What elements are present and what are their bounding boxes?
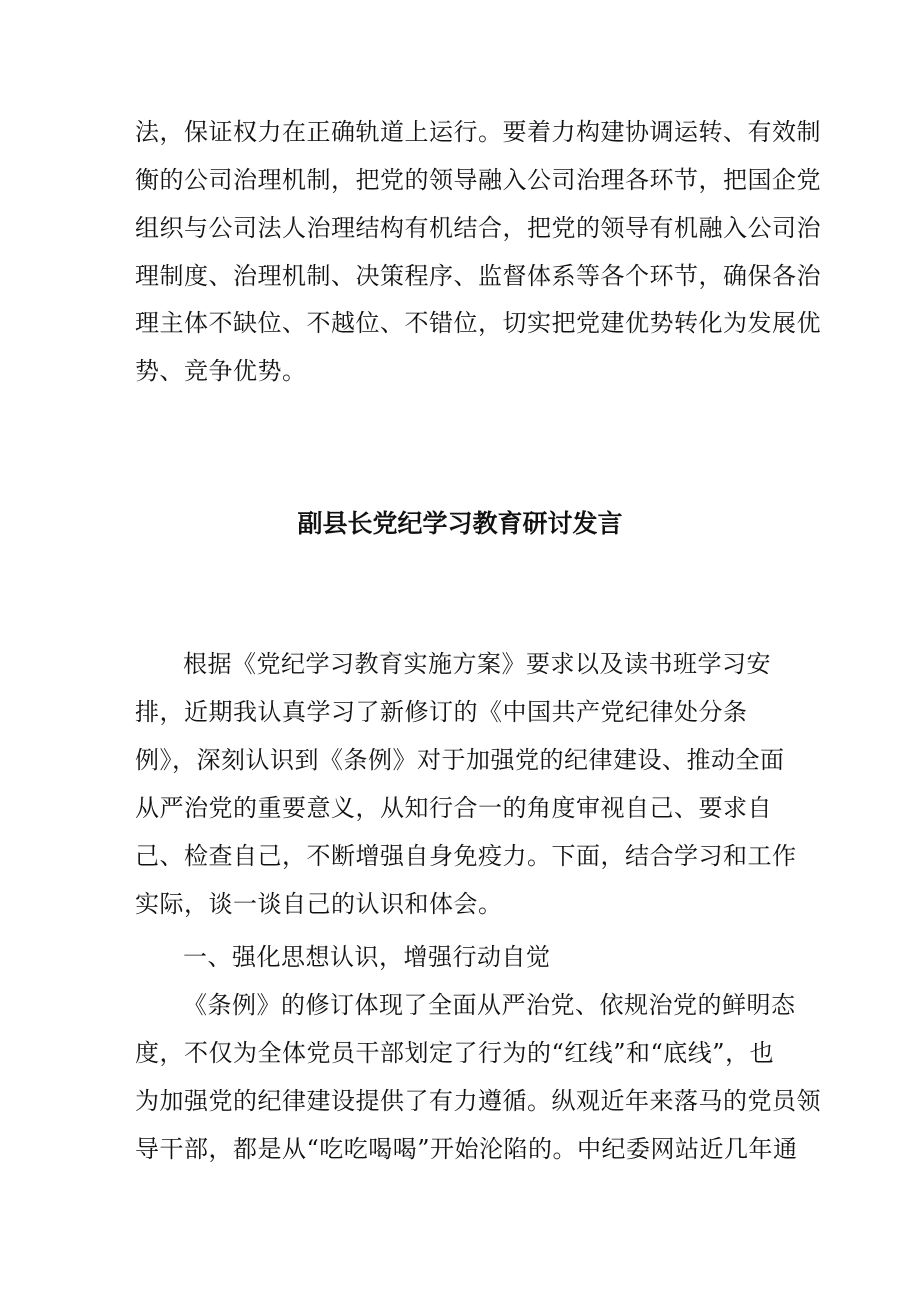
paragraph-line: 实际，谈一谈自己的认识和体会。 (135, 890, 503, 918)
paragraph-line: 理主体不缺位、不越位、不错位，切实把党建优势转化为发展优 (135, 309, 821, 337)
paragraph-line: 从严治党的重要意义，从知行合一的角度审视自己、要求自 (135, 794, 772, 822)
paragraph-line: 衡的公司治理机制，把党的领导融入公司治理各环节，把国企党 (135, 166, 821, 194)
article-title: 副县长党纪学习教育研讨发言 (297, 509, 623, 538)
paragraph-line: 势、竞争优势。 (135, 357, 307, 385)
paragraph-line: 为加强党的纪律建设提供了有力遵循。纵观近年来落马的党员领 (135, 1087, 821, 1115)
paragraph-line: 根据《党纪学习教育实施方案》要求以及读书班学习安 (183, 650, 771, 678)
paragraph-line: 《条例》的修订体现了全面从严治党、依规治党的鲜明态 (183, 991, 796, 1019)
section-heading: 一、强化思想认识，增强行动自觉 (183, 943, 551, 971)
paragraph-line: 法，保证权力在正确轨道上运行。要着力构建协调运转、有效制 (135, 118, 821, 146)
paragraph-line: 导干部，都是从“吃吃喝喝”开始沦陷的。中纪委网站近几年通 (135, 1135, 798, 1163)
paragraph-line: 组织与公司法人治理结构有机结合，把党的领导有机融入公司治 (135, 214, 821, 242)
paragraph-line: 排，近期我认真学习了新修订的《中国共产党纪律处分条 (135, 698, 748, 726)
paragraph-line: 理制度、治理机制、决策程序、监督体系等各个环节，确保各治 (135, 262, 821, 290)
paragraph-line: 例》，深刻认识到《条例》对于加强党的纪律建设、推动全面 (135, 746, 785, 774)
paragraph-line: 己、检查自己，不断增强自身免疫力。下面，结合学习和工作 (135, 842, 797, 870)
paragraph-line: 度，不仅为全体党员干部划定了行为的“红线”和“底线”，也 (135, 1039, 775, 1067)
